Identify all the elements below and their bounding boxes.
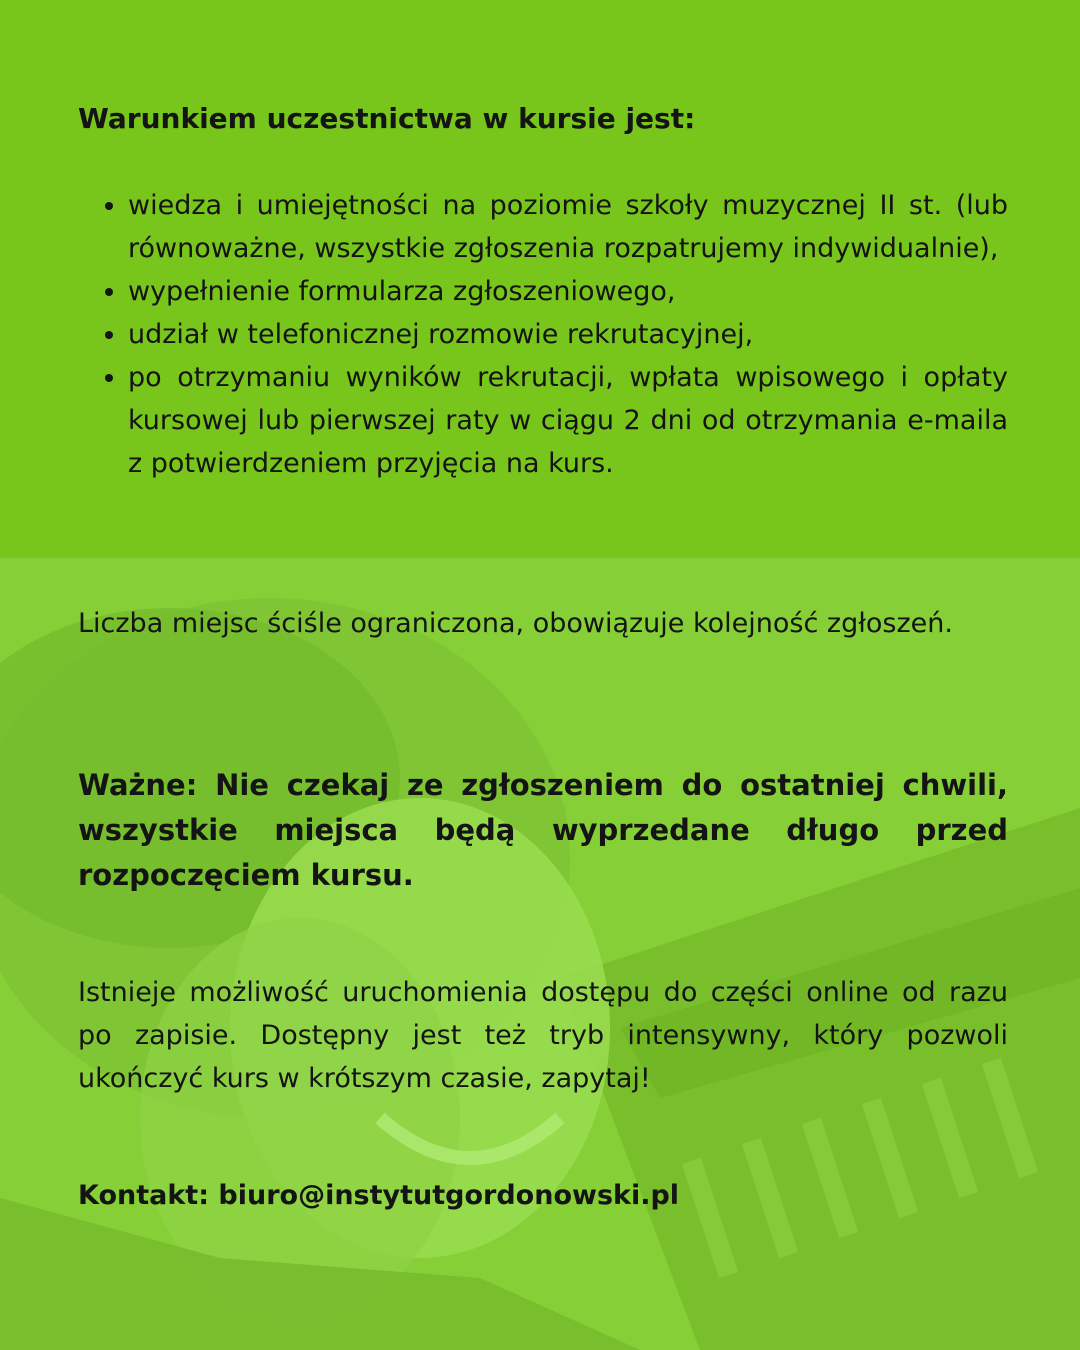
list-item-text: wypełnienie formularza zgłoszeniowego, bbox=[128, 276, 676, 307]
online-info-text: Istnieje możliwość uruchomienia dostępu do części online od razu po zapisie. Dostępny jest też tryb intensywny, który pozwoli ukończyć kurs w krótszym czasie, zapytaj! bbox=[78, 977, 1008, 1094]
list-item-text: wiedza i umiejętności na poziomie szkoły muzycznej II st. (lub równoważne, wszystkie zgłoszenia rozpatrujemy indywidualnie), bbox=[128, 190, 1008, 264]
bullet-icon bbox=[105, 202, 113, 210]
bullet-icon bbox=[105, 374, 113, 382]
limited-places-text: Liczba miejsc ściśle ograniczona, obowiązuje kolejność zgłoszeń. bbox=[78, 608, 953, 639]
bullet-icon bbox=[105, 288, 113, 296]
list-item bbox=[78, 184, 1008, 270]
requirements-list bbox=[78, 184, 1008, 485]
bullet-icon bbox=[105, 331, 113, 339]
list-item bbox=[78, 313, 1008, 356]
background-photo-illustration bbox=[0, 558, 1080, 1350]
list-item-text: udział w telefonicznej rozmowie rekrutacyjnej, bbox=[128, 319, 754, 350]
background-photo bbox=[0, 558, 1080, 1350]
list-item-text: po otrzymaniu wyników rekrutacji, wpłata wpisowego i opłaty kursowej lub pierwszej raty w ciągu 2 dni od otrzymania e-maila z potwierdzeniem przyjęcia na kurs. bbox=[128, 362, 1008, 479]
list-item bbox=[78, 356, 1008, 485]
contact-email[interactable]: Kontakt: biuro@instytutgordonowski.pl bbox=[78, 1180, 680, 1211]
important-note: Ważne: Nie czekaj ze zgłoszeniem do ostatniej chwili, wszystkie miejsca będą wyprzedane długo przed rozpoczęciem kursu. bbox=[78, 768, 1008, 892]
requirements-heading: Warunkiem uczestnictwa w kursie jest: bbox=[78, 102, 696, 135]
list-item bbox=[78, 270, 1008, 313]
